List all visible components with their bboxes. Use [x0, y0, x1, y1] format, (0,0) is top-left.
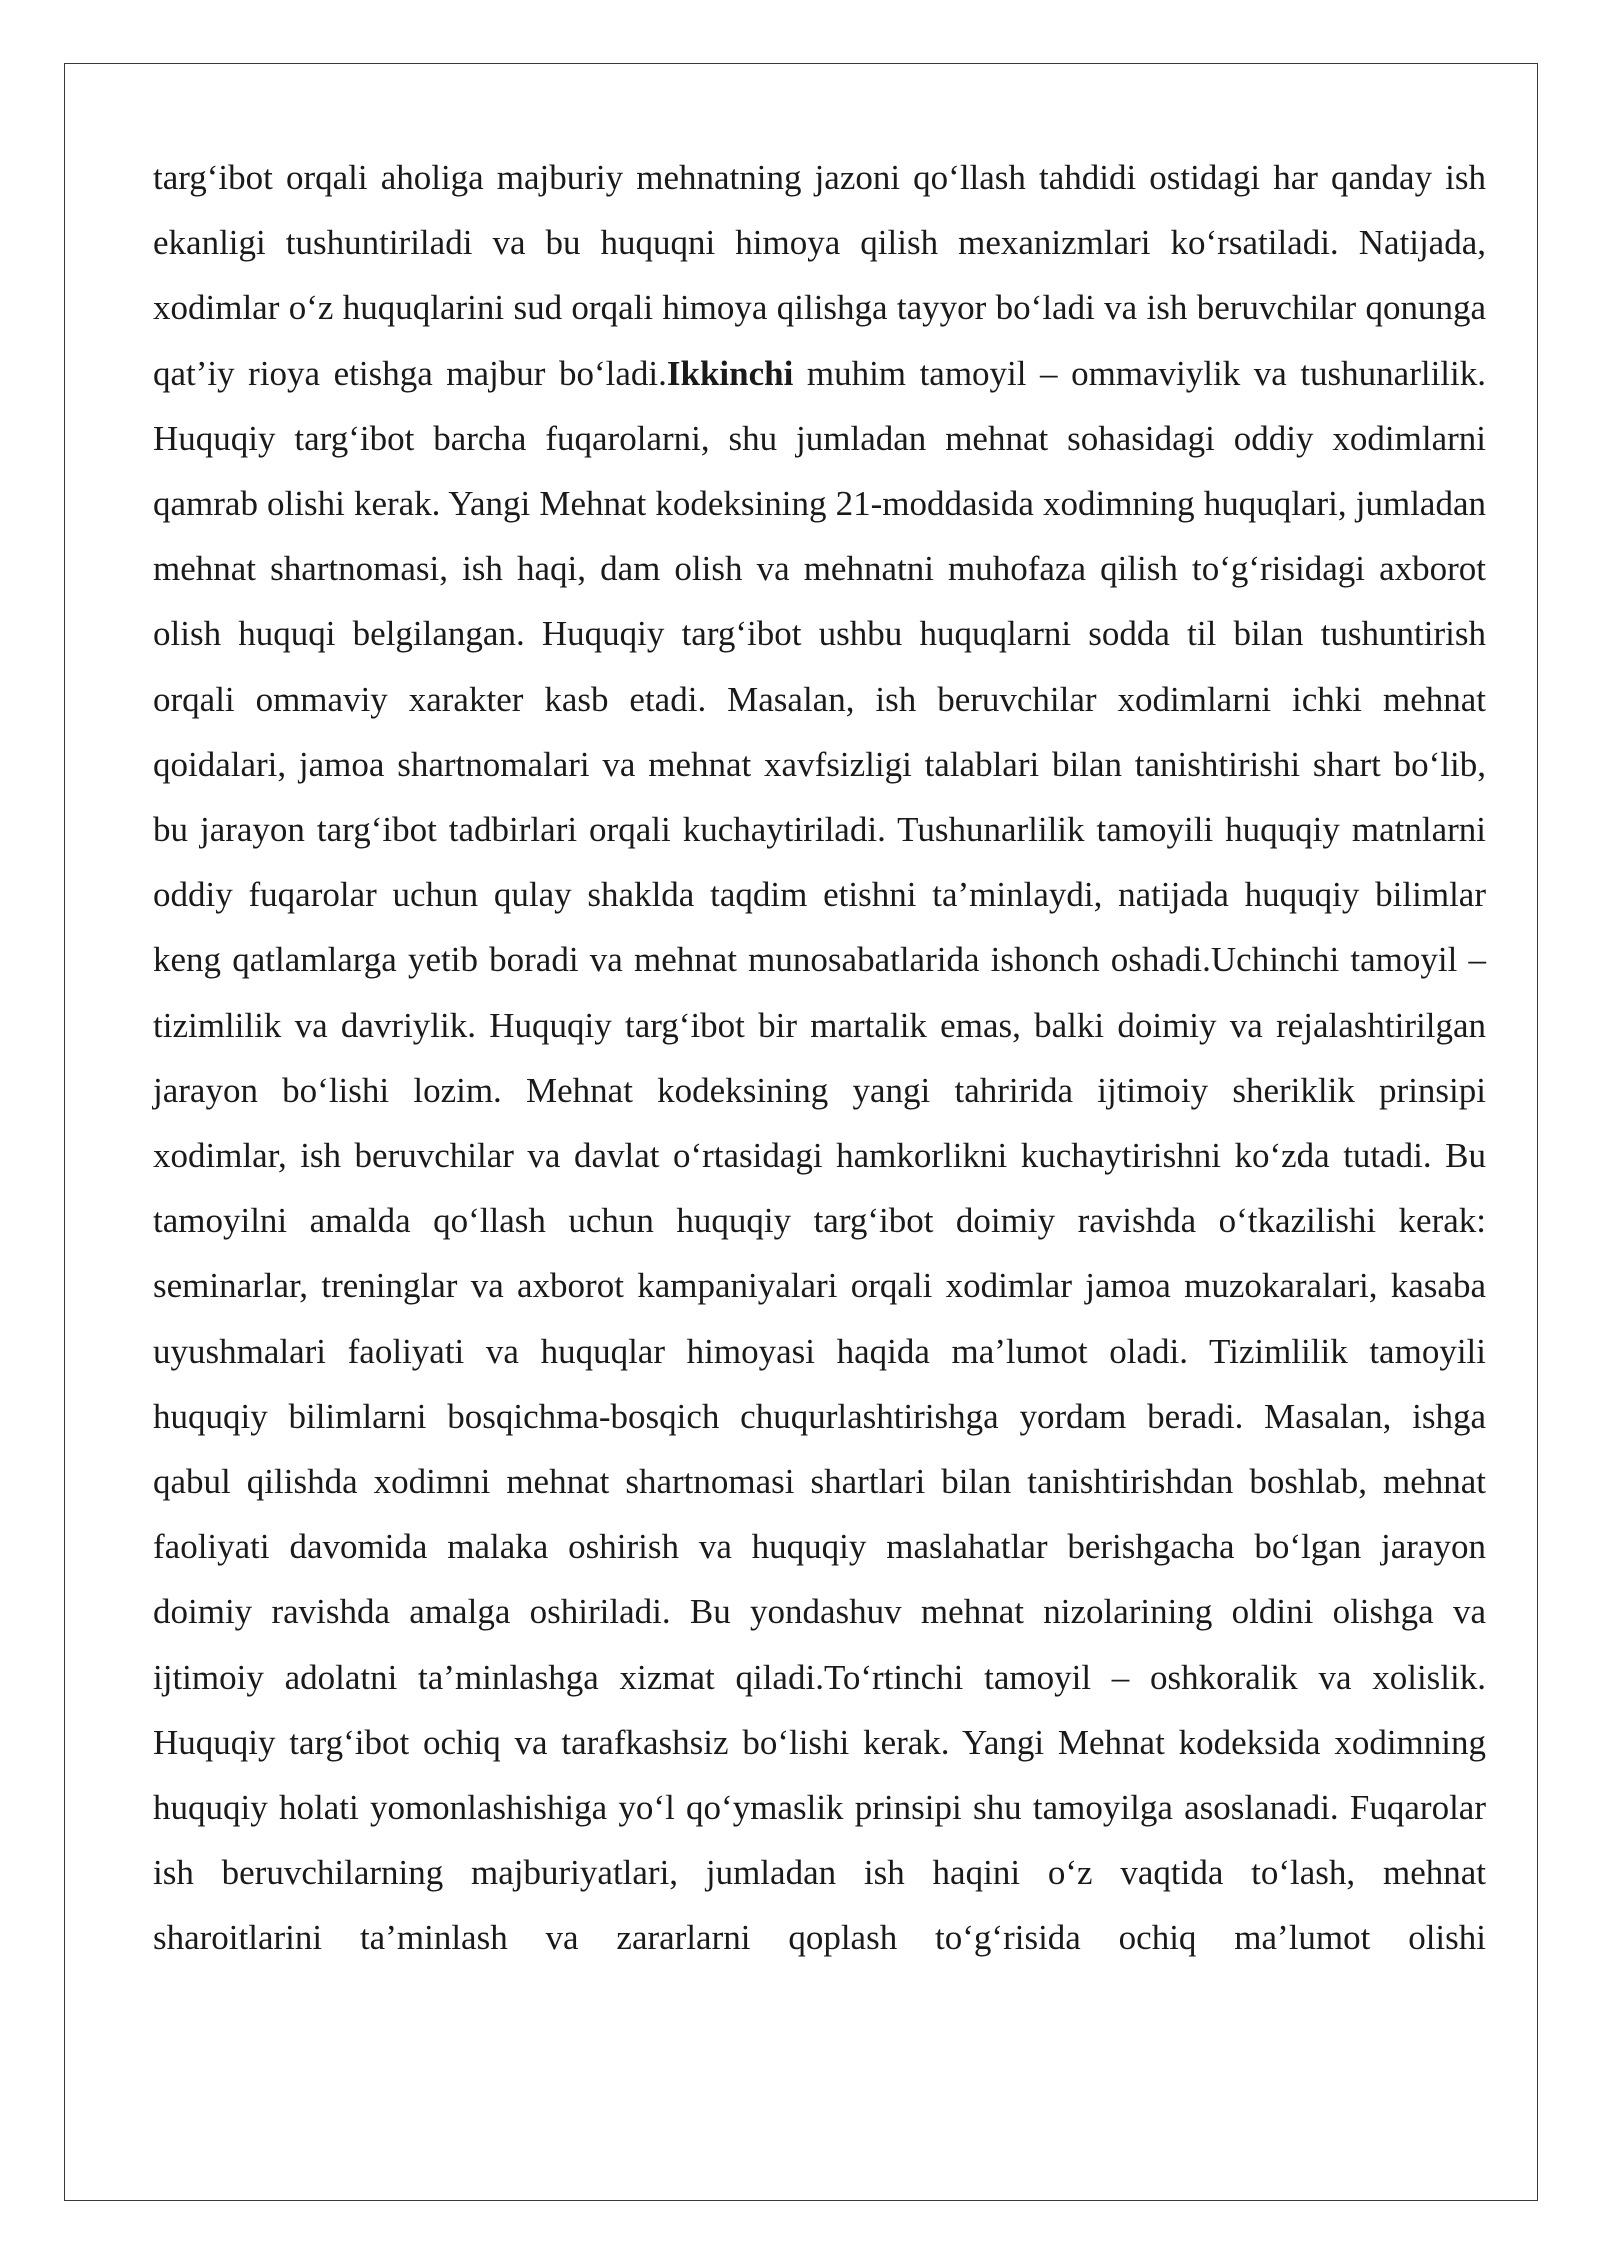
text-segment-main: muhim tamoyil – ommaviylik va tushunarlilik. Huquqiy targ‘ibot barcha fuqarolarni, shu jumladan mehnat sohasidagi oddiy xodimlarni qamrab olishi kerak. Yangi Mehnat kodeksining 21-moddasida xodimning huquqlari, jumladan mehnat shartnomasi, ish haqi, dam olish va mehnatni muhofaza qilish to‘g‘risidagi axborot olish huquqi belgilangan. Huquqiy targ‘ibot ushbu huquqlarni sodda til bilan tushuntirish orqali ommaviy xarakter kasb etadi. Masalan, ish beruvchilar xodimlarni ichki mehnat qoidalari, jamoa shartnomalari va mehnat xavfsizligi talablari bilan tanishtirishi shart bo‘lib, bu jarayon targ‘ibot tadbirlari orqali kuchaytiriladi. Tushunarlilik tamoyili huquqiy matnlarni oddiy fuqarolar uchun qulay shaklda taqdim etishni ta’minlaydi, natijada huquqiy bilimlar keng qatlamlarga yetib boradi va mehnat munosabatlarida ishonch oshadi.Uchinchi tamoyil – tizimlilik va davriylik. Huquqiy targ‘ibot bir martalik emas, balki doimiy va rejalashtirilgan jarayon bo‘lishi lozim. Mehnat kodeksining yangi tahririda ijtimoiy sheriklik prinsipi xodimlar, ish beruvchilar va davlat o‘rtasidagi hamkorlikni kuchaytirishni ko‘zda tutadi. Bu tamoyilni amalda qo‘llash uchun huquqiy targ‘ibot doimiy ravishda o‘tkazilishi kerak: seminarlar, treninglar va axborot kampaniyalari orqali xodimlar jamoa muzokaralari, kasaba uyushmalari faoliyati va huquqlar himoyasi haqida ma’lumot oladi. Tizimlilik tamoyili huquqiy bilimlarni bosqichma-bosqich chuqurlashtirishga yordam beradi. Masalan, ishga qabul qilishda xodimni mehnat shartnomasi shartlari bilan tanishtirishdan boshlab, mehnat faoliyati davomida malaka oshirish va huquqiy maslahatlar berishgacha bo‘lgan jarayon doimiy ravishda amalga oshiriladi. Bu yondashuv mehnat nizolarining oldini olishga va ijtimoiy adolatni ta’minlashga xizmat qiladi.To‘rtinchi tamoyil – oshkoralik va xolislik. Huquqiy targ‘ibot ochiq va tarafkashsiz bo‘lishi kerak. Yangi Mehnat kodeksida xodimning huquqiy holati yomonlashishiga yo‘l qo‘ymaslik prinsipi shu tamoyilga asoslanadi. Fuqarolar ish beruvchilarning majburiyatlari, jumladan ish haqini o‘z vaqtida to‘lash, mehnat sharoitlarini ta’minlash va zararlarni qoplash to‘g‘risida ochiq ma’lumot olishi [153, 353, 1486, 1958]
text-segment-intro: targ‘ibot orqali aholiga majburiy mehnatning jazoni qo‘llash tahdidi ostidagi har qanday ish ekanligi tushuntiriladi va bu huquqni himoya qilish mexanizmlari ko‘rsatiladi. Natijada, xodimlar o‘z huquqlarini sud orqali himoya qilishga tayyor bo‘ladi va ish beruvchilar qonunga qat’iy rioya etishga majbur bo‘ladi. [153, 158, 1486, 393]
bold-term-ikkinchi: Ikkinchi [666, 353, 794, 393]
body-paragraph [153, 145, 1486, 1971]
